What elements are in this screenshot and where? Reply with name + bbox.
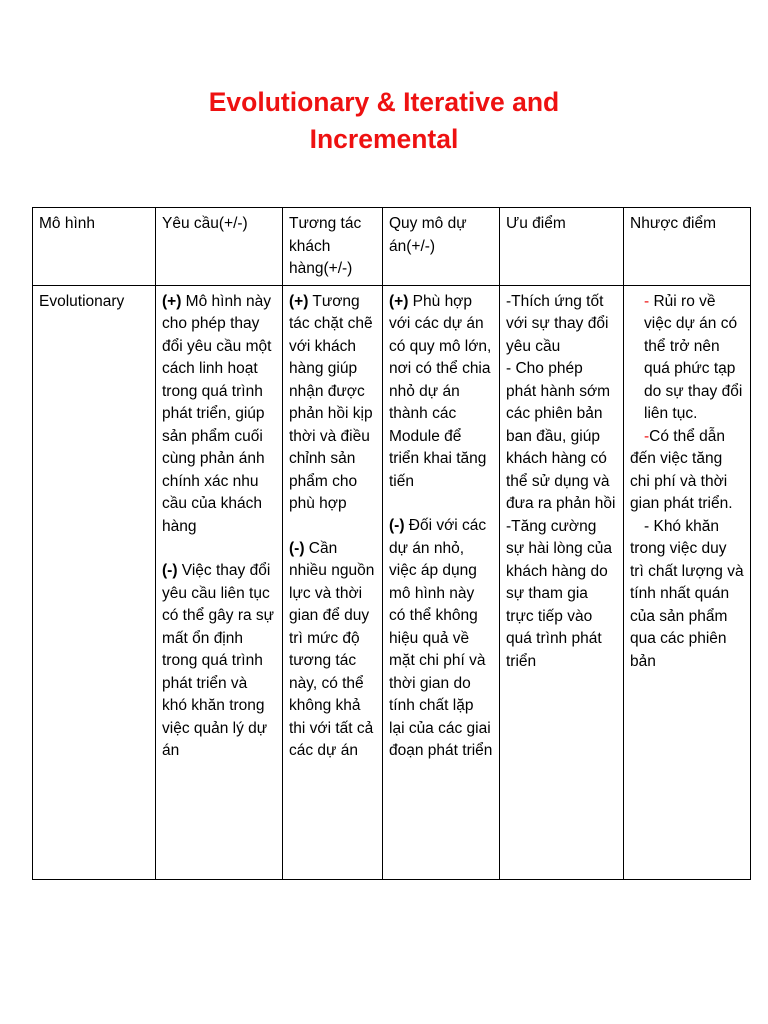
cell-model: Evolutionary: [33, 285, 156, 879]
disadvantage-text: Khó khăn trong việc duy trì chất lượng và tính nhất quán của sản phẩm qua các phiên bản: [630, 517, 744, 670]
advantage-item: -Tăng cường sự hài lòng của khách hàng do sự tham gia trực tiếp vào quá trình phát triển: [506, 517, 613, 670]
page-title: [0, 84, 768, 158]
disadvantage-dash: -: [644, 517, 650, 535]
cell-project-scale: [383, 285, 500, 879]
minus-sign: (-): [289, 539, 305, 557]
requirements-minus-text: Việc thay đổi yêu cầu liên tục có thể gây ra sự mất ổn định trong quá trình phát triển và khó khăn trong việc quản lý dự án: [162, 562, 275, 759]
table-header-row: [33, 208, 751, 286]
header-advantages: Ưu điểm: [500, 208, 624, 286]
header-project-scale: Quy mô dự án(+/-): [383, 208, 500, 286]
title-line-1: Evolutionary & Iterative and: [208, 87, 560, 117]
disadvantage-item: [630, 291, 744, 426]
header-requirements: Yêu cầu(+/-): [156, 208, 283, 286]
requirements-plus-text: Mô hình này cho phép thay đổi yêu cầu một cách linh hoạt trong quá trình phát triển, giúp sản phẩm cuối cùng phản ánh chính xác nhu cầu của khách hàng: [162, 292, 272, 535]
scale-plus-text: Phù hợp với các dự án có quy mô lớn, nơi có thể chia nhỏ dự án thành các Module để triển khai tăng tiến: [389, 292, 492, 490]
comparison-table: [32, 207, 751, 880]
minus-sign: (-): [389, 517, 405, 534]
plus-sign: (+): [389, 292, 409, 310]
red-dash: -: [644, 292, 650, 310]
plus-sign: (+): [289, 292, 309, 310]
minus-sign: (-): [162, 562, 178, 579]
red-dash: -: [644, 427, 650, 445]
header-customer-interaction: Tương tác khách hàng(+/-): [283, 208, 383, 286]
disadvantage-text: Rủi ro về việc dự án có thể trở nên quá phức tạp do sự thay đổi liên tục.: [644, 292, 743, 422]
cell-advantages: [500, 285, 624, 879]
header-model: Mô hình: [33, 208, 156, 286]
title-line-2: Incremental: [309, 124, 459, 154]
advantage-item: - Cho phép phát hành sớm các phiên bản ban đầu, giúp khách hàng có thể sử dụng và đưa ra phản hồi: [506, 360, 616, 512]
requirements-plus: [162, 291, 276, 539]
interaction-plus: [289, 291, 376, 516]
scale-minus-text: Đối với các dự án nhỏ, việc áp dụng mô hình này có thể không hiệu quả về mặt chi phí và thời gian do tính chất lặp lại của các giai đoạn phát triển: [389, 517, 493, 759]
disadvantage-text: Có thể dẫn đến việc tăng chi phí và thời gian phát triển.: [630, 427, 733, 512]
requirements-minus: [162, 560, 276, 763]
plus-sign: (+): [162, 292, 182, 310]
advantage-item: -Thích ứng tốt với sự thay đổi yêu cầu: [506, 292, 609, 355]
cell-customer-interaction: [283, 285, 383, 879]
cell-requirements: [156, 285, 283, 879]
interaction-minus-text: Cần nhiều nguồn lực và thời gian để duy trì mức độ tương tác này, có thể không khả thi với tất cả các dự án: [289, 539, 375, 759]
interaction-plus-text: Tương tác chặt chẽ với khách hàng giúp nhận được phản hồi kịp thời và điều chỉnh sản phẩm cho phù hợp: [289, 292, 373, 512]
interaction-minus: [289, 538, 376, 763]
table-row: [33, 285, 751, 879]
disadvantage-item: [630, 426, 744, 516]
scale-plus: [389, 291, 493, 494]
header-disadvantages: Nhược điểm: [624, 208, 751, 286]
cell-disadvantages: [624, 285, 751, 879]
scale-minus: [389, 515, 493, 763]
disadvantage-item: [630, 516, 744, 674]
